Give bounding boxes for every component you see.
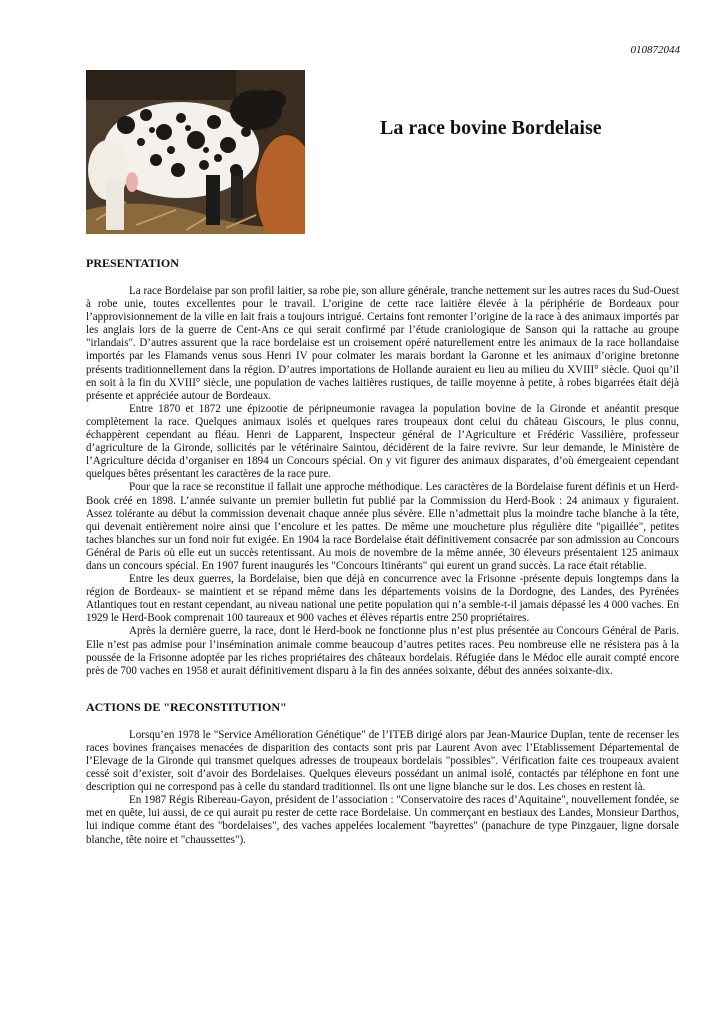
section-heading-actions: ACTIONS DE "RECONSTITUTION" bbox=[86, 699, 287, 714]
document-body bbox=[86, 256, 679, 847]
document-number: 010872044 bbox=[630, 44, 680, 56]
section-heading-presentation: PRESENTATION bbox=[86, 256, 179, 270]
paragraph: Pour que la race se reconstitue il fallait une approche méthodique. Les caractères de la Bordelaise furent définis et un Herd-Book créé en 1898. L’année suivante un premier bulletin fut publié par la Commission du Herd-Book : 24 animaux y figuraient. Assez tolérante au début la commission devenait chaque année plus sévère. Elle n’admettait plus la moindre tache blanche à la tête, qui devenait entièrement noire ainsi que l’encolure et les pattes. De même une moucheture plus régulière dite "pigaillée", petites taches blanches sur un fond noir fut exigée. En 1904 la race Bordelaise était définitivement consacrée par son admission au Concours Général de Paris où elle eut un succès retentissant. Au mois de novembre de la même année, 30 éleveurs présentaient 125 animaux dans un concours spécial. En 1907 furent inaugurés les "Concours Itinérants" qui eurent un grand succès. La race était rétablie. bbox=[86, 481, 679, 572]
paragraph: La race Bordelaise par son profil laitier, sa robe pie, son allure générale, tranche nettement sur les autres races du Sud-Ouest à robe unie, toutes excellentes pour le travail. L’origine de cette race laitière élevée à la périphérie de Bordeaux pour l’approvisionnement de la ville en lait frais a toujours intrigué. Certains font remonter l’origine de la race à des animaux importés par les anglais lors de la guerre de Cent-Ans ce qui serait confirmé par l’étude craniologique de Sanson qui la rattache au groupe "irlandais". D’autres assurent que la race bordelaise est un croisement opéré naturellement entre les animaux de la race hollandaise importés par les Flamands venus sous Henri IV pour colmater les marais bordant la Garonne et les animaux d’origine bretonne présents traditionnellement dans la région. D’autres importations de Hollande auraient eu lieu au milieu du XVIII° siècle. Quoi qu’il en soit à la fin du XVIII° siècle, une population de vaches laitières rustiques, de taille moyenne à petite, à robes bigarrées était déjà présente et appréciée autour de Bordeaux. bbox=[86, 285, 679, 402]
cow-photo-illustration bbox=[86, 70, 305, 234]
cow-photo bbox=[86, 70, 305, 234]
paragraph: Entre 1870 et 1872 une épizootie de péripneumonie ravagea la population bovine de la Gironde et anéantit presque complètement la race. Quelques animaux isolés et quelques rares troupeaux dont celui du château Giscours, le plus connu, échappèrent cependant au fléau. Henri de Lapparent, Inspecteur général de l’Agriculture et Frédéric Vassilière, professeur d’agriculture de la Gironde, sollicités par le vétérinaire Saintou, décidèrent de la faire revivre. Sur leur demande, le Ministère de l’Agriculture décida d’organiser en 1894 un Concours spécial. On y vit figurer des animaux disparates, d’où émergeaient cependant quelques bêtes présentant les caractères de la race pure. bbox=[86, 402, 679, 481]
paragraph: Lorsqu’en 1978 le "Service Amélioration Génétique" de l’ITEB dirigé alors par Jean-Maurice Duplan, tente de recenser les races bovines françaises menacées de disparition des contacts sont pris par Laurent Avon avec l’Etablissement Départemental de l’Elevage de la Gironde qui transmet quelques adresses de troupeaux bordelais "possibles". Vérification faite ces troupeaux avaient cessé soit d’exister, soit d’avoir des Bordelaises. Quelques éleveurs possédant un animal isolé, contactés par téléphone en font une description qui ne correspond pas à celle du standard traditionnel. Ils ont une ligne blanche sur le dos. Les choses en restent là. bbox=[86, 728, 679, 794]
document-title: La race bovine Bordelaise bbox=[380, 117, 602, 139]
paragraph: Entre les deux guerres, la Bordelaise, bien que déjà en concurrence avec la Frisonne -présente depuis longtemps dans la région de Bordeaux- se maintient et se répand même dans les départements voisins de la Dordogne, des Landes, des Pyrénées Atlantiques tout en restant cependant, au niveau national une petite population qui n’a semble-t-il jamais dépassé les 4 000 vaches. En 1929 le Herd-Book comprenait 100 taureaux et 900 vaches et élèves répartis entre 250 propriétaires. bbox=[86, 573, 679, 625]
paragraph: Après la dernière guerre, la race, dont le Herd-book ne fonctionne plus n’est plus présentée au Concours Général de Paris. Elle n’est pas admise pour l’insémination animale comme beaucoup d’autres petites races. Peu nombreuse elle ne résistera pas à la poussée de la Frisonne adoptée par les riches propriétaires des châteaux bordelais. Réfugiée dans le Médoc elle aurait compté encore près de 700 vaches en 1958 et aurait définitivement disparu à la fin des années soixante, début des années soixante-dix. bbox=[86, 625, 679, 677]
paragraph: En 1987 Régis Ribereau-Gayon, président de l’association : "Conservatoire des races d’Aquitaine", nouvellement fondée, se met en quête, lui aussi, de ce qui aurait pu rester de cette race Bordelaise. Un commerçant en bestiaux des Landes, Monsieur Darthos, lui indique comme étant des "bordelaises", des vaches appelées localement "bayrettes" (panachure de type Pinzgauer, ligne dorsale blanche, tête noire et "chaussettes"). bbox=[86, 794, 679, 846]
